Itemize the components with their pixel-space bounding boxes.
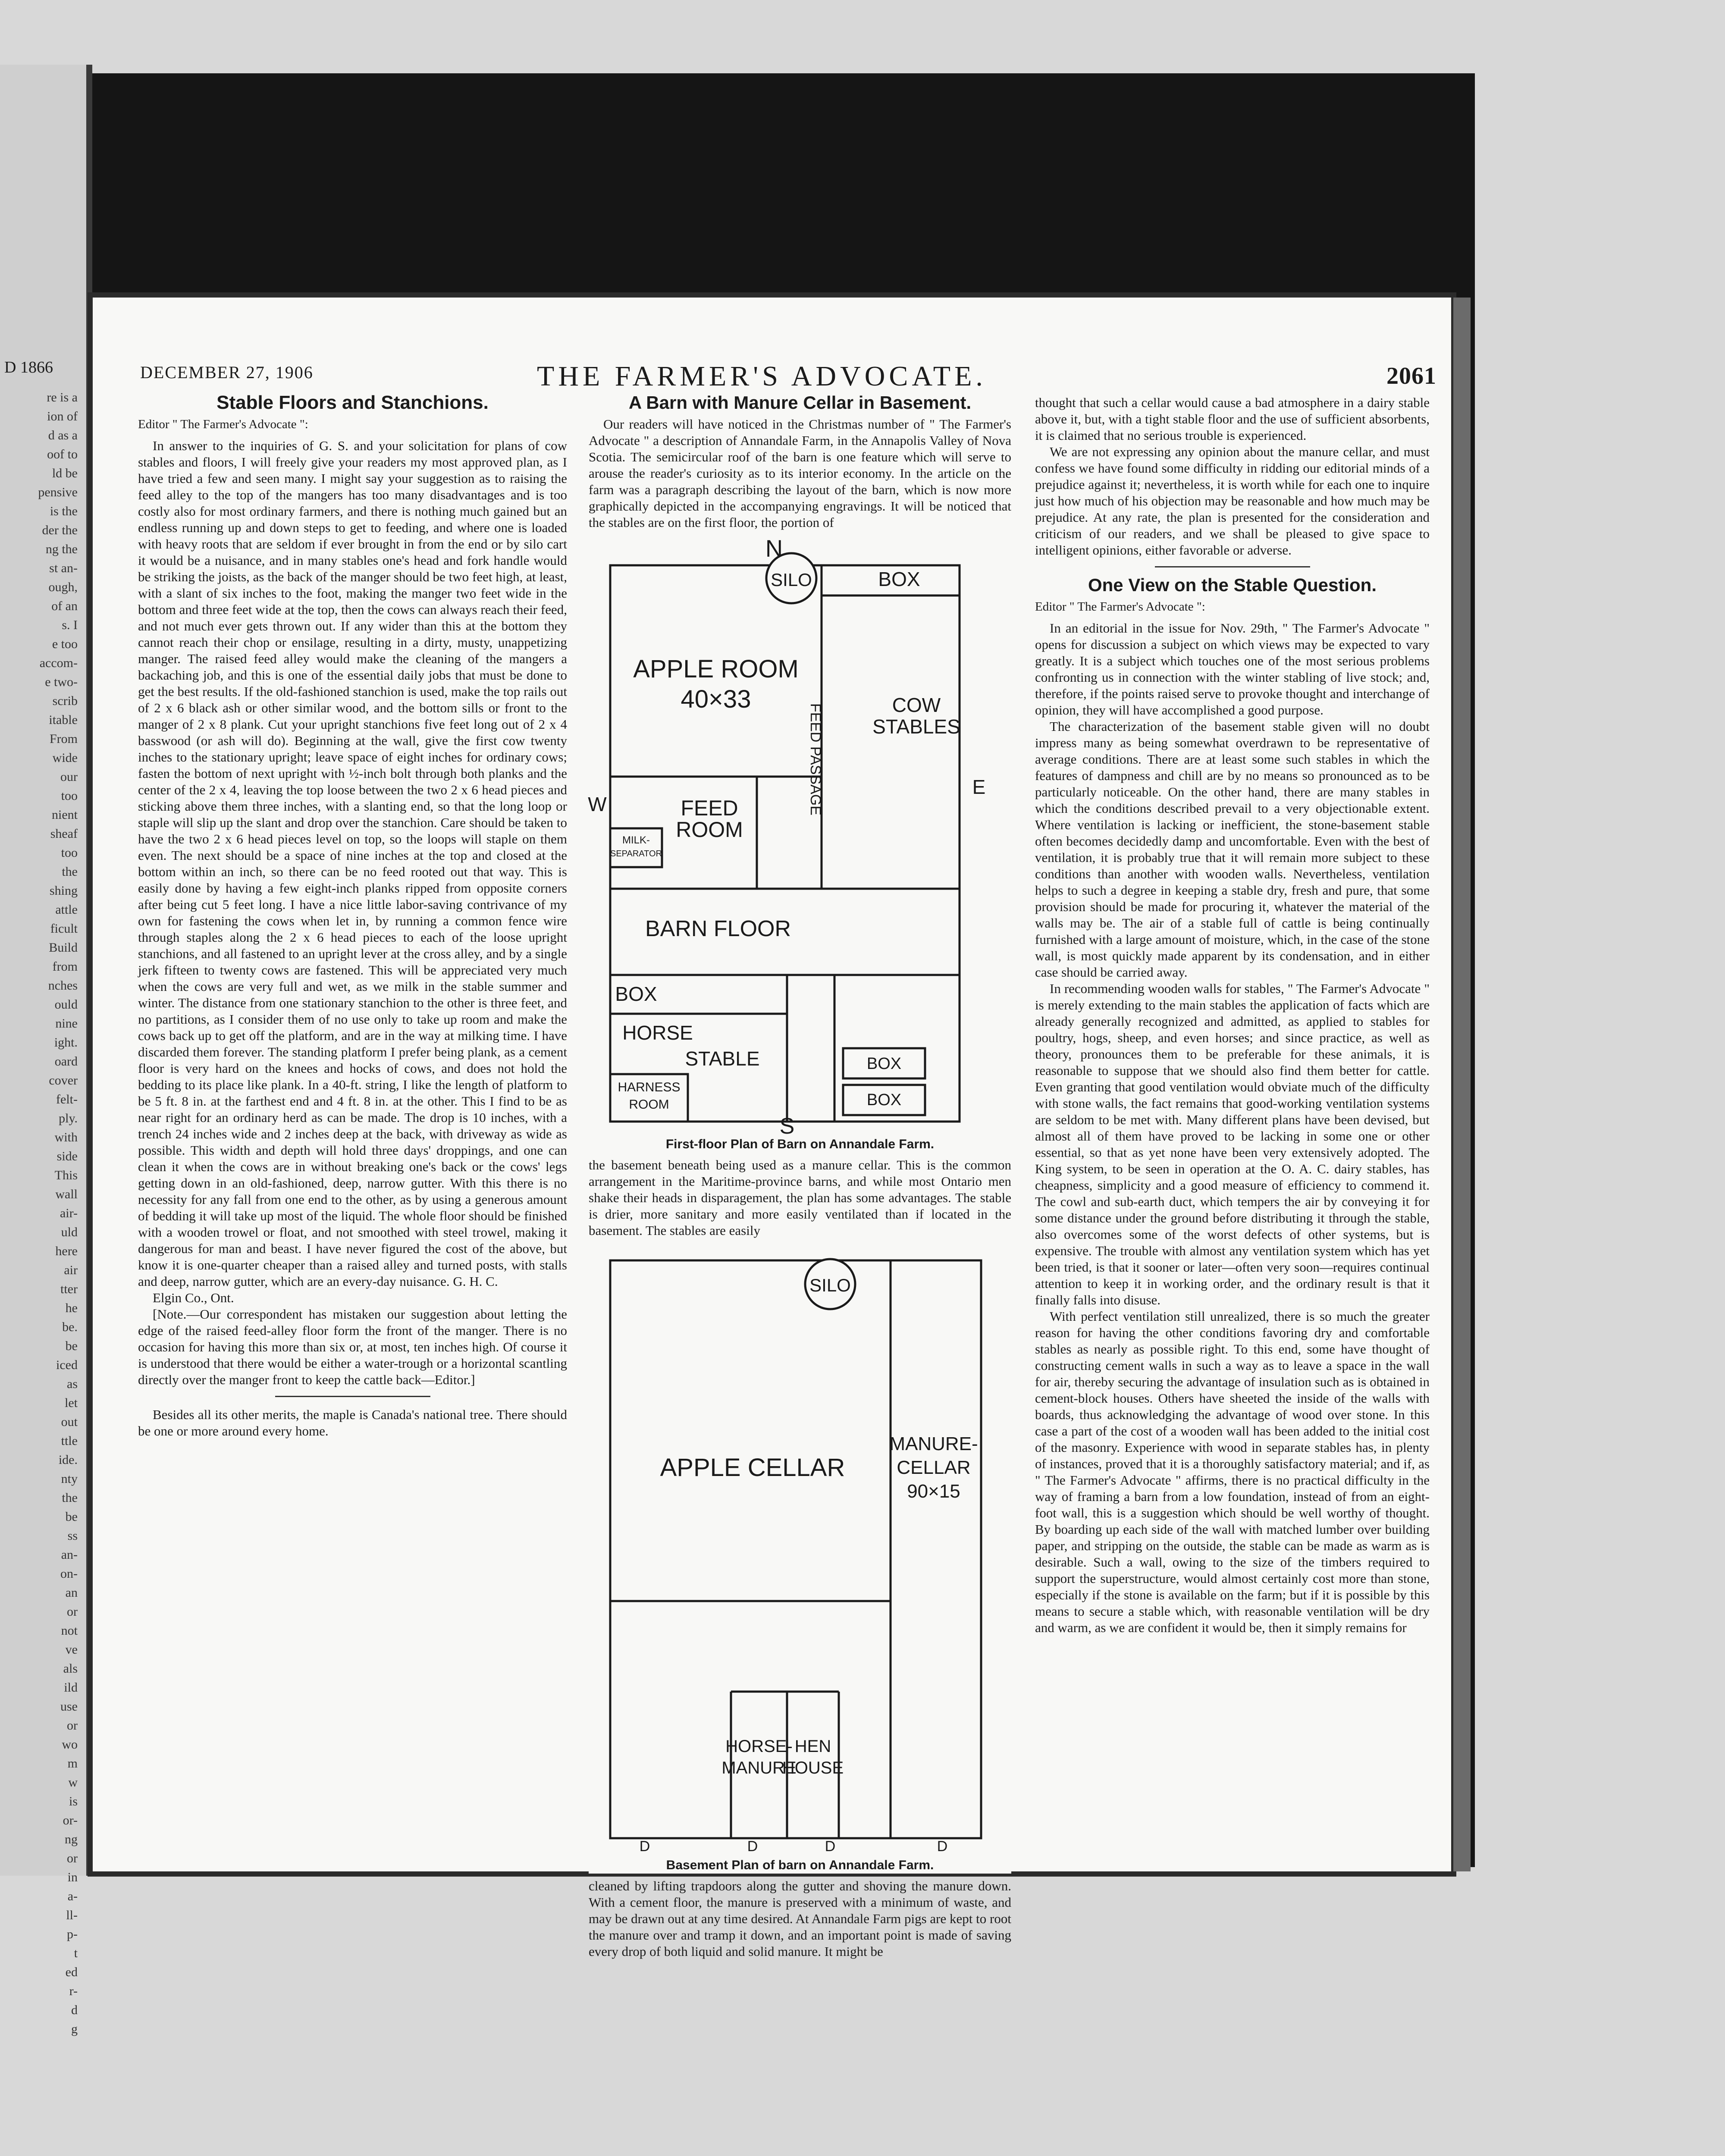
- barn-floor-label: BARN FLOOR: [645, 916, 791, 941]
- silo-label: SILO: [809, 1275, 851, 1295]
- horse-label: HORSE: [622, 1022, 693, 1044]
- cellar-dims: 90×15: [907, 1481, 960, 1502]
- box-label: BOX: [866, 1091, 902, 1109]
- compass-north: N: [765, 535, 783, 562]
- editor-note: [Note.—Our correspondent has mistaken our suggestion about letting the edge of the raised feed-alley floor form the front of the manger. There is no occasion for having this more than six or, at most, ten inches high. Of course it is understood that there would be either a water-trough or a horizontal scantling directly over the manger front to keep the cattle back—Editor.]: [138, 1307, 567, 1387]
- previous-page-edge: [0, 65, 92, 2036]
- column-2: [588, 392, 1011, 1960]
- compass-south: S: [779, 1114, 795, 1139]
- stables-label: STABLES: [872, 715, 960, 738]
- apple-room-dims: 40×33: [681, 685, 751, 713]
- basement-plan: [589, 1243, 1011, 1874]
- newspaper-page: [93, 298, 1451, 1959]
- manure-label: MANURE: [721, 1758, 797, 1777]
- cow-label: COW: [892, 694, 941, 716]
- article-body: In answer to the inquiries of G. S. and your solicitation for plans of cow stables and floors, I will freely give your readers my most approved plan, as I have tried a few and seen many. I might say your suggestion as to raising the feed alley to the top of the mangers has too many disadvantages and is too costly also for most ordinary farmers, and there is nothing much gained but an endless running up and down steps to get to feeding, and where one is loaded with heavy roots that are seldom if ever brought in from the end or by silo cart it would be a nuisance, and in many stables one's head and fork handle would be striking the joists, as the back of the manger should be two feet high, at least, with a slant of six inches to the foot, making the manger two feet wide in the bottom and three feet wide at the top, then the cows can always reach their feed, and not much ever gets thrown out. If any wider than this at the bottom they cannot reach their chop or ensilage, resulting in a dirty, musty, unappetizing manger. The raised feed alley would make the cleaning of the mangers a backaching job, and this is one of the essential daily jobs that must be done to get the best results. If the old-fashioned stanchion is used, make the top rails out of 2 x 6 black ash or other similar wood, and the bottom sills or front to the manger of 2 x 8 plank. Cut your upright stanchions five feet long out of 2 x 4 basswood (or ash will do). Beginning at the wall, give the first cow twenty inches to the stationary upright; leave space of eight inches for ordinary cows; fasten the bottom of next upright with ½-inch bolt through both planks and the center of the 2 x 4, leaving the top loose between the two 2 x 6 head pieces and sticking above them three inches, with a slanting end, so that the long loop or staple will slip up the slant and drop over the stanchion. Care should be taken to have the two 2 x 6 head pieces level on top, so the loops will staple on them even. The next should be a space of nine inches at the top and closed at the bottom within an inch, so there can be no feed rooted out that way. This is easily done by having a few eight-inch planks ripped from opposite corners after being cut 5 feet long. I have a nice little labor-saving contrivance of my own for fastening the cows when let in, by running a common fence wire through staples along the 2 x 6 head pieces to each of the loose upright stanchions, and all fastened to an upright lever at the cross alley, and by a single jerk fifteen to twenty cows are fastened. This will be appreciated very much when the cows are very full and wet, as we milk in the stable summer and winter. The distance from one stationary stanchion to the other is three feet, and no partitions, as I consider them of no use only to take up room and make the cows back up to get off the platform, and are in the way at milking time. I have discarded them forever. The standing platform I prefer being plank, as a cement floor is very hard on the knees and hocks of cows, and does not hold the bedding to its place like plank. In a 40-ft. string, I like the length of platform to be 5 ft. 8 in. at the farthest end and 4 ft. 8 in. at the other. This I find to be as near right for an ordinary herd as can be made. The drop is 10 inches, with a trench 24 inches wide and 2 inches deep at the back, with driveway as wide as possible. This width and depth will hold three days' droppings, and one can clean it when the cows are in without breaking one's back or the cows' legs getting down in an old-fashioned, deep, narrow gutter. With this there is no necessity for any fall from one end to the other, as by using a generous amount of bedding it will take up most of the liquid. The whole floor should be finished with a wooden trowel or float, and not smoothed with steel trowel, making it dangerous for man and beast. I have never figured the cost of the above, but know it is one-quarter cheaper than a raised alley and turned posts, with stalls and deep, narrow gutter, which are an every-day nuisance. G. H. C.: [138, 438, 567, 1289]
- article-paragraph: In an editorial in the issue for Nov. 29th, " The Farmer's Advocate " opens for discussion a subject on which views may be expected to vary greatly. It is a subject which touches one of the most serious problems confronting us in connection with the winter stabling of live stock; and, therefore, if the points raised serve to provoke thought and interchange of opinion, they will have accomplished a good purpose.: [1035, 620, 1430, 718]
- door-label: D: [937, 1838, 948, 1855]
- door-label: D: [747, 1838, 758, 1855]
- silo-label: SILO: [771, 570, 812, 590]
- article-heading: Stable Floors and Stanchions.: [216, 392, 489, 413]
- article-continued: thought that such a cellar would cause a bad atmosphere in a dairy stable above it, but, with a tight stable floor and the use of sufficient absorbents, it is claimed that no serious trouble is experienced.: [1035, 395, 1430, 443]
- author-place: Elgin Co., Ont.: [153, 1290, 234, 1305]
- plan-caption: First-floor Plan of Barn on Annandale Farm.: [665, 1137, 935, 1151]
- harness-room-label: ROOM: [629, 1097, 669, 1112]
- feed-label: FEED: [681, 796, 738, 820]
- first-floor-plan-drawing: [588, 535, 1011, 1139]
- article-end: cleaned by lifting trapdoors along the gutter and shoving the manure down. With a cement floor, the manure is preserved with a minimum of waste, and may be drawn out at any time desired. At Annandale Farm pigs are kept to root the manure over and tramp it down, and an important point is made of saving every drop of both liquid and solid manure. It might be: [589, 1878, 1011, 1959]
- article-middle: the basement beneath being used as a manure cellar. This is the common arrangement in the Maritime-province barns, and while most Ontario men shake their heads in disparagement, the plan has some advantages. The stable is drier, more sanitary and more easily ventilated than if located in the basement. The stables are easily: [589, 1157, 1011, 1238]
- door-label: D: [639, 1838, 650, 1855]
- apple-cellar-label: APPLE CELLAR: [660, 1454, 845, 1482]
- milk-label: MILK-: [622, 834, 650, 846]
- page-number: 2061: [1386, 363, 1436, 389]
- divider-rule: [275, 1396, 430, 1397]
- basement-plan-drawing: [589, 1243, 1011, 1855]
- horse-manure-label: HORSE-: [725, 1737, 793, 1756]
- editor-salutation: Editor " The Farmer's Advocate ":: [138, 417, 308, 431]
- apple-room-label: APPLE ROOM: [633, 655, 799, 683]
- page-edge-shadow: [1453, 298, 1471, 1871]
- article-heading: A Barn with Manure Cellar in Basement.: [628, 392, 972, 413]
- previous-page-header: D 1866: [4, 358, 53, 376]
- filler-text: Besides all its other merits, the maple is Canada's national tree. There should be one or more around every home.: [138, 1407, 567, 1438]
- house-label: HOUSE: [782, 1758, 844, 1777]
- box-label: BOX: [615, 983, 657, 1005]
- first-floor-plan: [589, 535, 1011, 1153]
- article-paragraph: The characterization of the basement stable given will no doubt impress many as being somewhat overdrawn to be representative of average conditions. There are at least some such stables in which the features of dampness and chill are by no means so pronounced as to be particularly noticeable. On the other hand, there are many stables in which the conditions described prevail to a very objectionable extent. Where ventilation is lacking or inefficient, the stone-basement stable often becomes decidedly damp and uncomfortable. Even with the best of ventilation, it is probably true that it will remain more subject to these conditions than another with wooden walls. Nevertheless, ventilation helps to such a degree in keeping a stable dry, fresh and pure, that some provision should be made for procuring it, whatever the material of the walls may be. The air of a stable full of cattle is being continually furnished with a large amount of moisture, which, in the case of the stone wall, is most quickly made apparent by its condensation, and in either case should be carried away.: [1035, 719, 1430, 980]
- feed-passage-label: FEED PASSAGE: [807, 703, 824, 816]
- article-body: We are not expressing any opinion about the manure cellar, and must confess we have found some difficulty in ridding our editorial minds of a prejudice against it; nevertheless, it is worth while for each one to inquire just how much of his objection may be reasonable and how much may be prejudice. At any rate, the plan is presented for the consideration and criticism of our readers, and we shall be pleased to give space to intelligent opinions, either favorable or adverse.: [1035, 444, 1430, 558]
- box-label: BOX: [878, 568, 920, 590]
- divider-rule: [1155, 566, 1310, 567]
- masthead-title: THE FARMER'S ADVOCATE.: [537, 360, 987, 392]
- column-3: [1035, 395, 1430, 1636]
- manure-label: MANURE-: [889, 1433, 978, 1454]
- compass-east: E: [972, 776, 986, 798]
- article-paragraph: With perfect ventilation still unrealized, there is so much the greater reason for having the other conditions favoring dry and comfortable stables as nearly as possible right. To this end, some have thought of constructing cement walls in such a way as to leave a space in the wall for air, thereby securing the advantage of insulation such as is obtained in cement-block houses. Others have sheeted the inside of the walls with boards, thus acknowledging the advantage of wood over stone. In this case a part of the cost of a wooden wall has been added to the initial cost of the masonry. Experience with wood in separate stables has, in plenty of instances, proved that it is a thoroughly satisfactory material; and if, as " The Farmer's Advocate " affirms, there is no practical difficulty in the way of framing a barn from a low foundation, instead of from an eight-foot wall, this is a suggestion which should be well worthy of thought. By boarding up each side of the wall with matched lumber over building paper, and stripping on the outside, the stable can be made as warm as is desirable. Such a wall, owing to the size of the timbers required to support the superstructure, would almost certainly cost more than stone, especially if the stone is available on the farm; but if it is possible by this means to secure a stable which, with reasonable ventilation will be dry and warm, as we are confident it would be, then it simply remains for: [1035, 1309, 1430, 1635]
- cellar-label: CELLAR: [897, 1457, 971, 1478]
- column-1: [138, 392, 567, 1439]
- editor-salutation: Editor " The Farmer's Advocate ":: [1035, 600, 1205, 614]
- harness-label: HARNESS: [618, 1080, 681, 1094]
- plan-caption: Basement Plan of barn on Annandale Farm.: [666, 1858, 934, 1872]
- separator-label: SEPARATOR: [610, 849, 662, 859]
- issue-date: DECEMBER 27, 1906: [140, 363, 314, 382]
- feed-room-label: ROOM: [676, 818, 743, 842]
- door-label: D: [825, 1838, 836, 1855]
- article-paragraph: In recommending wooden walls for stables, " The Farmer's Advocate " is merely extending to the main stables the application of facts which are already generally recognized and admitted, as applied to stables for poultry, hogs, sheep, and even horses; and since practice, as well as theory, pronounces them to be preferable for these animals, it is reasonable to suppose that we should also find them better for cattle. Even granting that good ventilation would obviate much of the difficulty with stone walls, the fact remains that good-working ventilation systems are seldom to be met with. Many different plans have been devised, but almost all of them have proved to be lacking in some one or other essential, so that as yet none have been very extensively adopted. The King system, to be seen in operation at the O. A. C. dairy stables, has cheapness, simplicity and a good measure of efficiency to commend it. The cowl and sub-earth duct, which tempers the air by conveying it for some distance under the ground before distributing it through the stable, also overcomes some of the worst defects of other systems, but is expensive. The trouble with almost any ventilation system which has yet been tried, is that it sooner or later—often very soon—requires continual attention to keep it in working order, and the ordinary result is that it finally falls into disuse.: [1035, 981, 1430, 1307]
- previous-page-column: re is a ion of d as a oof to ld be pensive is the der the ng the st an- ough, of an s. I e too accom- e two- scrib itable From wide our too nient sheaf too the shing attle ficult Build from nches ould nine ight. oard cover felt- ply. with side This wall air- uld here air tter he be. be iced as let out ttle ide. nty the be ss an- on- an or not ve als ild use or wo m w is or- ng or in a- ll- p- t ed r- d g: [38, 390, 78, 2036]
- stable-label: STABLE: [685, 1047, 760, 1070]
- article-intro: Our readers will have noticed in the Christmas number of " The Farmer's Advocate " a description of Annandale Farm, in the Annapolis Valley of Nova Scotia. The semicircular roof of the barn is one feature which will serve to arouse the reader's curiosity as to its interior economy. In the article on the farm was a paragraph describing the layout of the barn, which is now more graphically depicted in the accompanying engravings. It will be noticed that the stables are on the first floor, the portion of: [589, 417, 1011, 530]
- box-label: BOX: [866, 1055, 902, 1073]
- article-heading: One View on the Stable Question.: [1088, 575, 1377, 595]
- compass-west: W: [588, 793, 607, 815]
- hen-label: HEN: [794, 1737, 831, 1756]
